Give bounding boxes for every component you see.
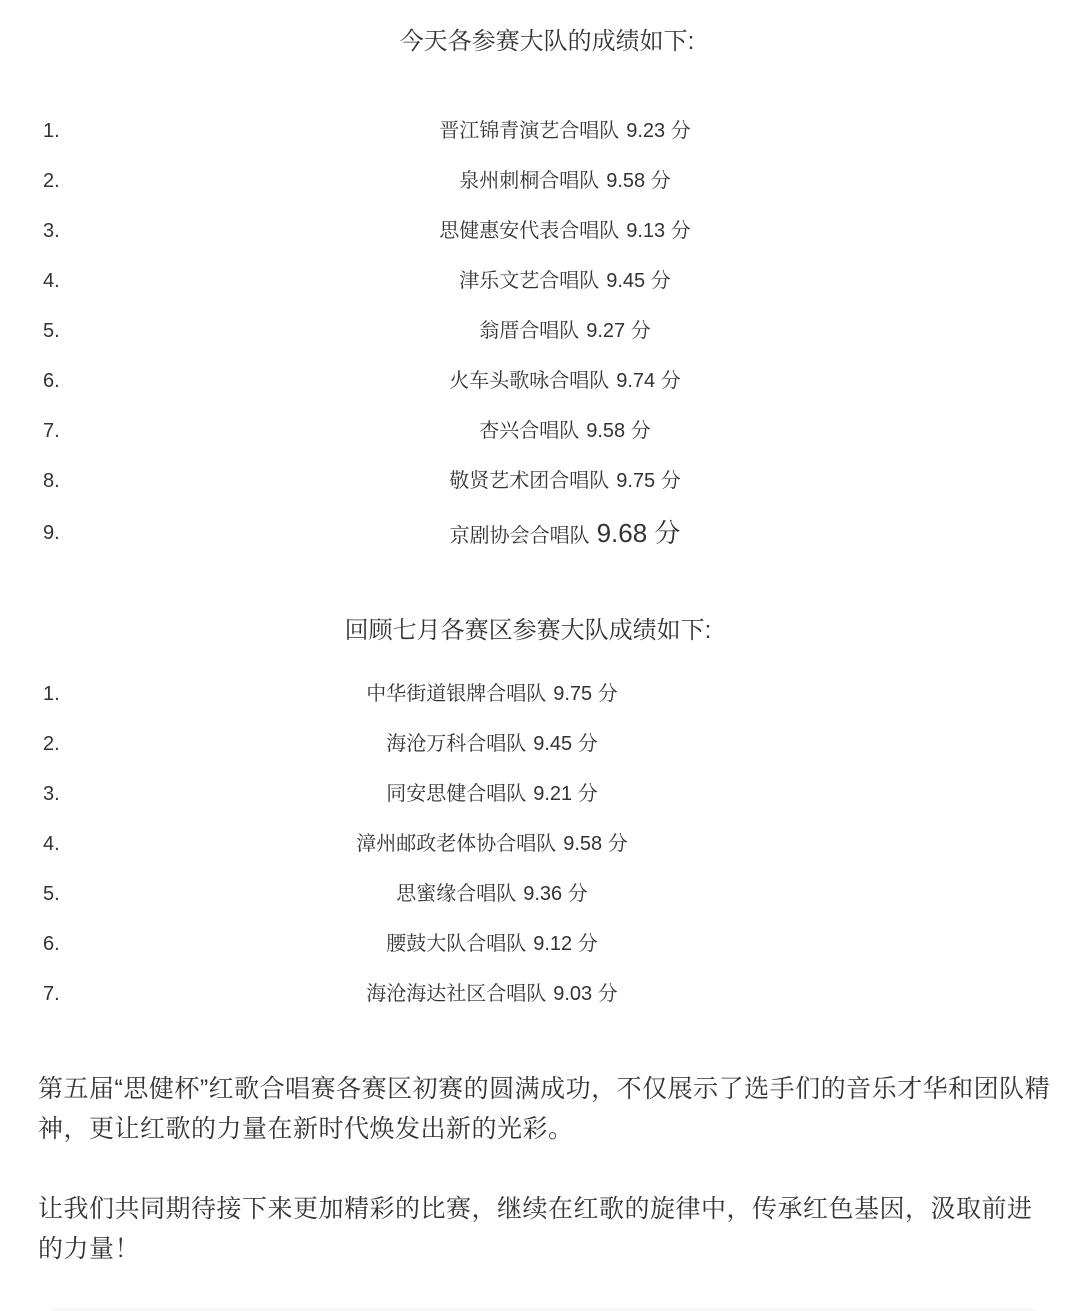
team-score: 9.58 分	[586, 420, 651, 442]
item-number: 4.	[43, 833, 60, 855]
team-name: 海沧海达社区合唱队	[366, 983, 547, 1005]
team-score: 9.45 分	[533, 733, 598, 755]
team-score: 9.27 分	[586, 320, 651, 342]
team-name: 晋江锦青演艺合唱队	[439, 120, 620, 142]
closing-paragraph-1: 第五届“思健杯”红歌合唱赛各赛区初赛的圆满成功，不仅展示了选手们的音乐才华和团队精神，更让红歌的力量在新时代焕发出新的光彩。	[38, 1075, 1051, 1143]
list-item	[38, 468, 1056, 494]
list-item	[38, 218, 1056, 244]
list-item	[38, 681, 1056, 707]
team-name: 泉州刺桐合唱队	[459, 170, 600, 192]
list-item	[38, 731, 1056, 757]
team-name: 腰鼓大队合唱队	[386, 933, 527, 955]
july-results-heading: 回顾七月各赛区参赛大队成绩如下:	[344, 617, 712, 644]
item-number: 9.	[43, 522, 60, 544]
list-item	[38, 518, 1056, 551]
team-name: 杏兴合唱队	[479, 420, 580, 442]
team-name: 翁厝合唱队	[479, 320, 580, 342]
team-name: 火车头歌咏合唱队	[449, 370, 610, 392]
item-number: 1.	[43, 683, 60, 705]
team-score: 9.75 分	[553, 683, 618, 705]
team-name: 思蜜缘合唱队	[396, 883, 517, 905]
team-score: 9.68 分	[596, 518, 681, 548]
item-number: 1.	[43, 120, 60, 142]
today-results-heading: 今天各参赛大队的成绩如下:	[399, 28, 695, 55]
item-number: 2.	[43, 733, 60, 755]
team-name: 津乐文艺合唱队	[459, 270, 600, 292]
item-number: 5.	[43, 883, 60, 905]
list-item	[38, 831, 1056, 857]
team-name: 京剧协会合唱队	[449, 525, 590, 547]
item-number: 2.	[43, 170, 60, 192]
team-score: 9.36 分	[523, 883, 588, 905]
list-item	[38, 168, 1056, 194]
item-number: 7.	[43, 983, 60, 1005]
team-score: 9.21 分	[533, 783, 598, 805]
list-item	[38, 781, 1056, 807]
closing-paragraph-2: 让我们共同期待接下来更加精彩的比赛，继续在红歌的旋律中，传承红色基因，汲取前进的力量！	[38, 1195, 1033, 1263]
item-number: 5.	[43, 320, 60, 342]
team-score: 9.45 分	[606, 270, 671, 292]
team-name: 思健惠安代表合唱队	[439, 220, 620, 242]
list-item	[38, 318, 1056, 344]
list-item	[38, 931, 1056, 957]
item-number: 4.	[43, 270, 60, 292]
team-score: 9.74 分	[616, 370, 681, 392]
team-score: 9.03 分	[553, 983, 618, 1005]
list-item	[38, 881, 1056, 907]
team-score: 9.58 分	[563, 833, 628, 855]
item-number: 7.	[43, 420, 60, 442]
article-body	[0, 24, 1088, 1311]
team-name: 同安思健合唱队	[386, 783, 527, 805]
item-number: 8.	[43, 470, 60, 492]
team-name: 海沧万科合唱队	[386, 733, 527, 755]
team-name: 敬贤艺术团合唱队	[449, 470, 610, 492]
team-score: 9.12 分	[533, 933, 598, 955]
item-number: 6.	[43, 370, 60, 392]
list-item	[38, 368, 1056, 394]
item-number: 3.	[43, 220, 60, 242]
item-number: 3.	[43, 783, 60, 805]
team-score: 9.13 分	[626, 220, 691, 242]
team-name: 漳州邮政老体协合唱队	[356, 833, 557, 855]
list-item	[38, 118, 1056, 144]
team-score: 9.23 分	[626, 120, 691, 142]
today-results-list	[38, 118, 1056, 551]
list-item	[38, 418, 1056, 444]
team-score: 9.58 分	[606, 170, 671, 192]
list-item	[38, 268, 1056, 294]
item-number: 6.	[43, 933, 60, 955]
july-results-list	[38, 681, 1056, 1007]
team-name: 中华街道银牌合唱队	[366, 683, 547, 705]
list-item	[38, 981, 1056, 1007]
team-score: 9.75 分	[616, 470, 681, 492]
